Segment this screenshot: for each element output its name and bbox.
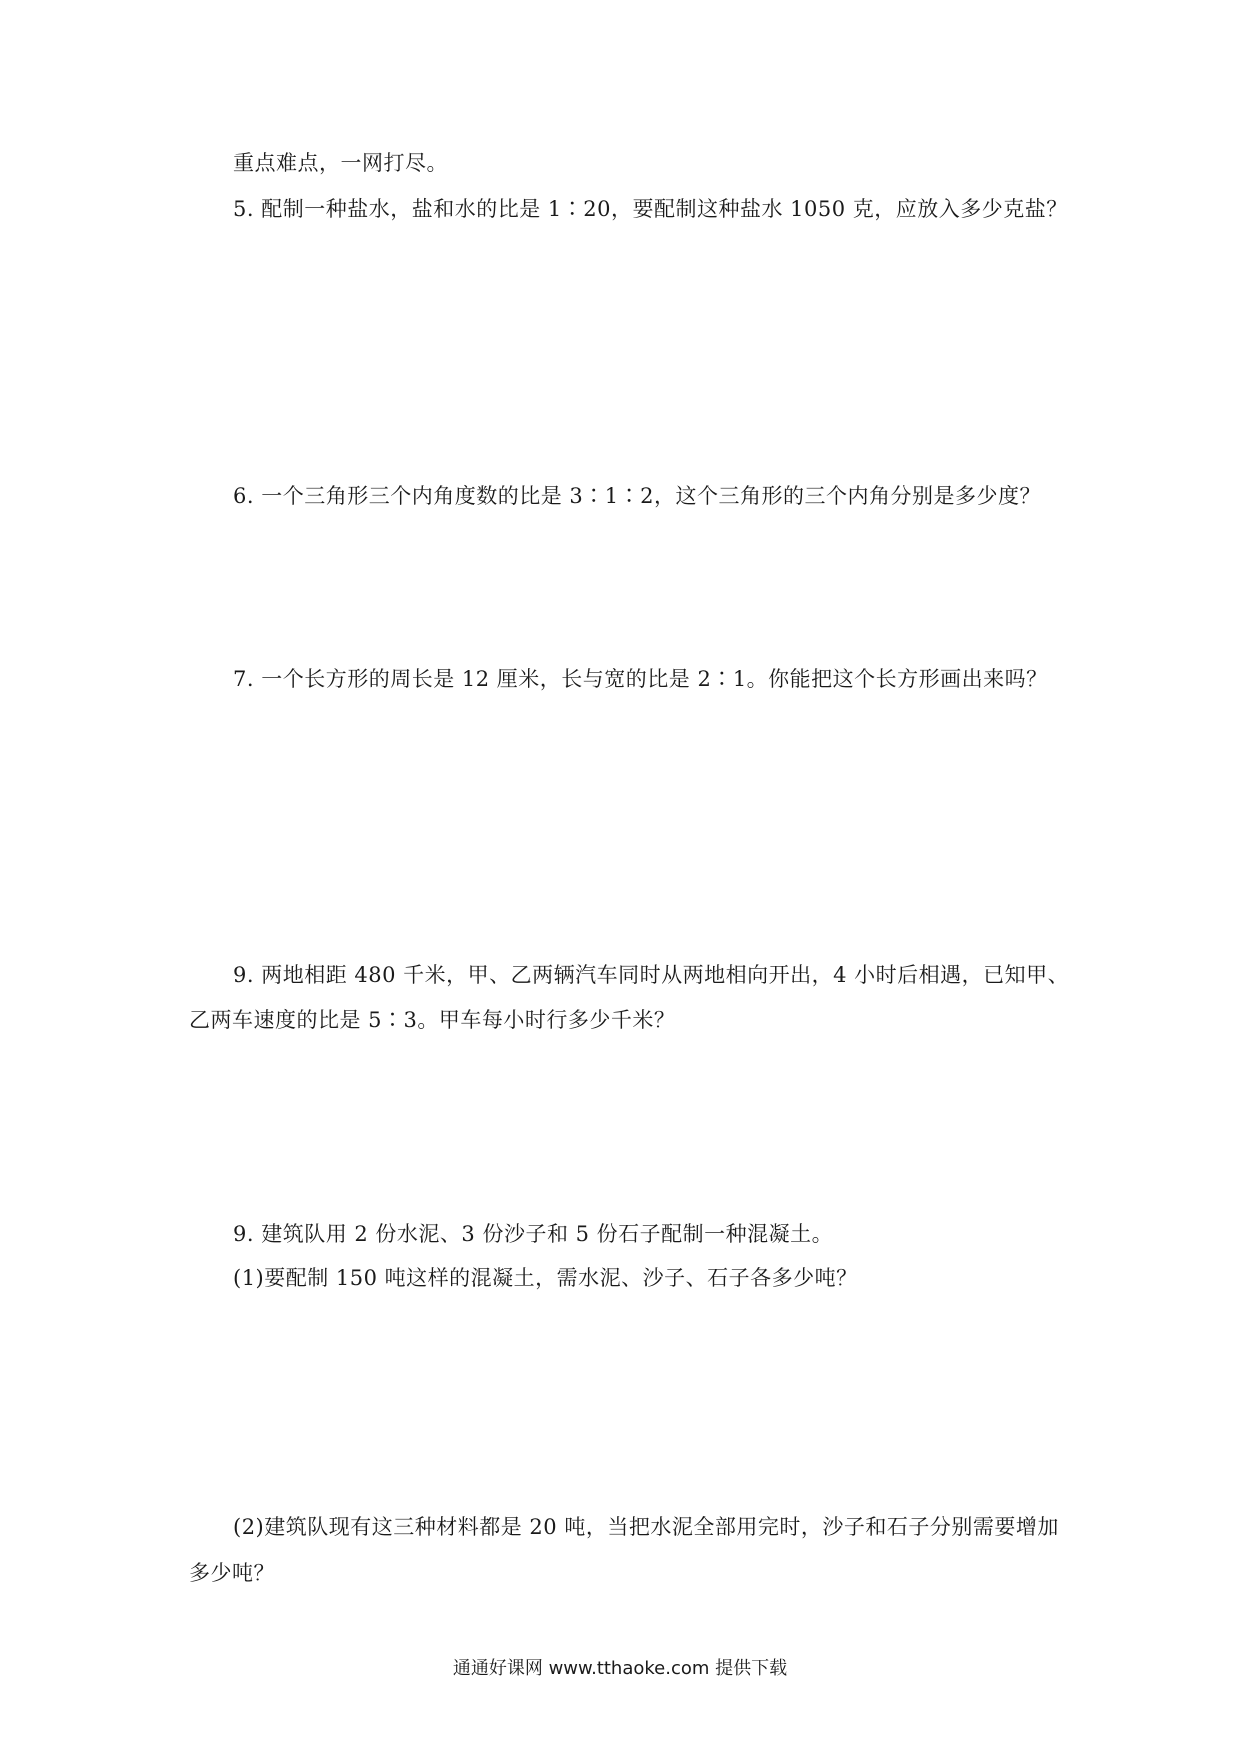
question-9a-line-1: 9. 两地相距 480 千米，甲、乙两辆汽车同时从两地相向开出，4 小时后相遇，已知甲、: [233, 963, 1070, 987]
intro-text: 重点难点，一网打尽。: [233, 151, 448, 175]
question-6: 6. 一个三角形三个内角度数的比是 3∶1∶2，这个三角形的三个内角分别是多少度？: [233, 484, 1041, 508]
question-9a-line-2: 乙两车速度的比是 5∶3。甲车每小时行多少千米？: [189, 1008, 676, 1032]
page-footer: 通通好课网 www.tthaoke.com 提供下载: [452, 1658, 788, 1679]
question-9b-part-2-line-2: 多少吨？: [189, 1561, 275, 1585]
question-5: 5. 配制一种盐水，盐和水的比是 1∶20，要配制这种盐水 1050 克，应放入多少克盐？: [233, 197, 1068, 221]
question-9b-part-1: (1)要配制 150 吨这样的混凝土，需水泥、沙子、石子各多少吨？: [233, 1266, 858, 1290]
question-9b: 9. 建筑队用 2 份水泥、3 份沙子和 5 份石子配制一种混凝土。: [233, 1222, 834, 1246]
question-7: 7. 一个长方形的周长是 12 厘米，长与宽的比是 2∶1。你能把这个长方形画出来吗？: [233, 667, 1048, 691]
question-9b-part-2-line-1: (2)建筑队现有这三种材料都是 20 吨，当把水泥全部用完时，沙子和石子分别需要增加: [233, 1515, 1059, 1539]
